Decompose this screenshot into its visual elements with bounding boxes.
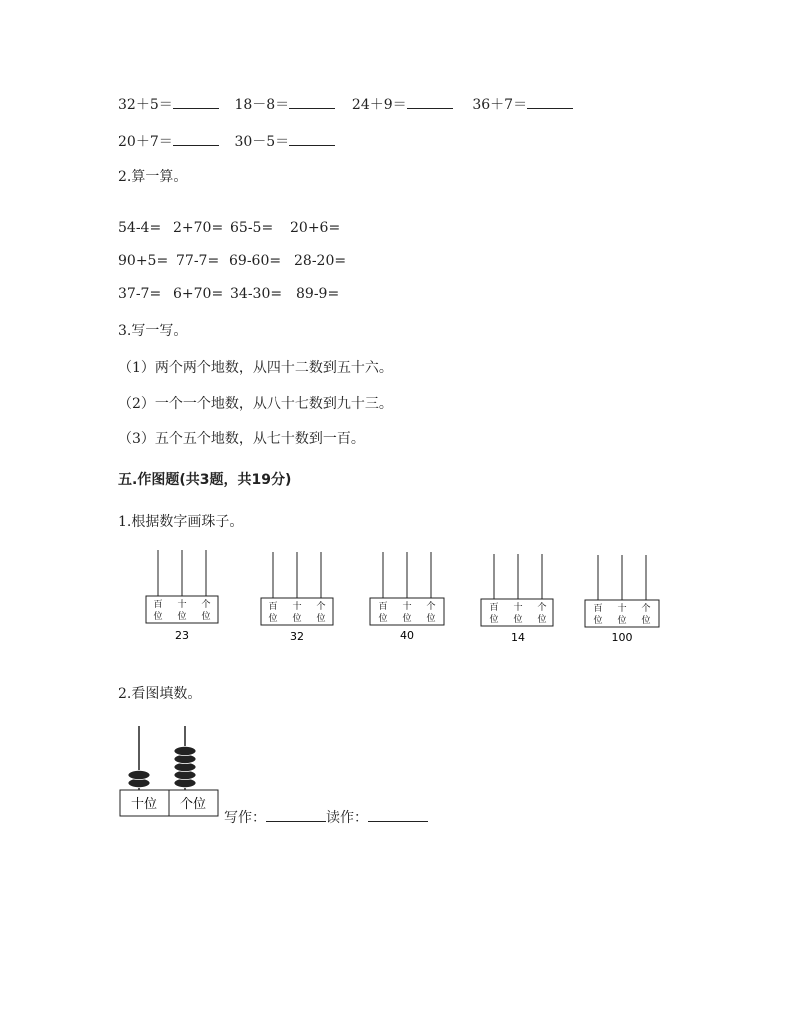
place-label: 位 [378,614,388,624]
calc-item: 2+70= [173,220,224,236]
place-label: 十 [513,603,523,613]
place-label: 位 [177,612,187,622]
calc-item: 37-7= [118,286,162,302]
tens-label: 十位 [130,797,158,812]
read-label: 读作： [326,810,368,826]
equation-text: 36＋7＝ [472,97,528,113]
place-label: 位 [426,614,436,624]
calc-item: 54-4= [118,220,162,236]
answer-blank[interactable] [407,108,453,109]
write-read-row [224,807,428,827]
place-label: 个 [426,602,436,612]
place-label: 位 [292,614,302,624]
question-2-title: 2.算一算。 [118,169,188,185]
ones-label: 个位 [179,797,207,812]
place-label: 位 [537,615,547,625]
place-label: 位 [513,615,523,625]
abacus-row [0,540,794,650]
place-label: 位 [593,616,603,626]
target-number: 100 [611,631,633,644]
write-item-1: （1）两个两个地数，从四十二数到五十六。 [118,360,393,376]
target-number: 23 [175,629,189,642]
write-answer-blank[interactable] [266,821,326,822]
place-label: 位 [617,616,627,626]
place-label: 个 [537,603,547,613]
calc-item: 69-60= [229,253,282,269]
counting-frame [118,722,222,820]
calc-row-2 [118,253,346,269]
abacus[interactable] [370,552,444,642]
place-label: 位 [316,614,326,624]
calc-item: 28-20= [294,253,347,269]
abacus[interactable] [585,555,659,644]
bead [174,746,196,755]
section-5-heading: 五.作图题(共3题，共19分) [118,472,292,488]
calc-item: 89-9= [296,286,340,302]
equation-text: 30－5＝ [234,134,290,150]
abacus[interactable] [481,554,553,644]
target-number: 40 [400,629,414,642]
bead [128,770,150,779]
equation [472,94,573,114]
place-label: 百 [593,604,603,614]
place-label: 位 [641,616,651,626]
place-label: 百 [378,602,388,612]
answer-blank[interactable] [173,145,219,146]
draw-question-2-title: 2.看图填数。 [118,686,202,702]
calc-item: 65-5= [230,220,274,236]
calc-item: 20+6= [290,220,341,236]
write-label: 写作： [224,810,266,826]
equation-text: 18－8＝ [234,97,290,113]
place-label: 十 [617,604,627,614]
ones-beads [174,746,196,787]
calc-row-1 [118,220,340,236]
place-label: 十 [402,602,412,612]
calc-item: 34-30= [230,286,283,302]
equation [234,94,347,114]
tens-beads [128,770,150,787]
read-answer-blank[interactable] [368,821,428,822]
answer-blank[interactable] [289,145,335,146]
place-label: 个 [316,602,326,612]
place-label: 十 [292,602,302,612]
equation [118,131,230,151]
equation [352,94,468,114]
calc-item: 90+5= [118,253,169,269]
place-label: 个 [201,600,211,610]
place-label: 百 [489,603,499,613]
place-label: 位 [489,615,499,625]
place-label: 位 [201,612,211,622]
answer-blank[interactable] [527,108,573,109]
answer-blank[interactable] [173,108,219,109]
place-label: 位 [268,614,278,624]
draw-question-1-title: 1.根据数字画珠子。 [118,514,244,530]
abacus[interactable] [146,550,218,642]
equation [118,94,230,114]
place-label: 位 [402,614,412,624]
equation-text: 32＋5＝ [118,97,173,113]
equation-row-1 [118,94,573,114]
question-3-title: 3.写一写。 [118,323,188,339]
place-label: 位 [153,612,163,622]
calc-item: 77-7= [176,253,220,269]
answer-blank[interactable] [289,108,335,109]
target-number: 14 [511,631,525,644]
write-item-3: （3）五个五个地数，从七十数到一百。 [118,431,365,447]
equation-text: 20＋7＝ [118,134,173,150]
equation-text: 24＋9＝ [351,97,407,113]
abacus[interactable] [261,552,333,643]
equation [234,131,335,151]
place-label: 十 [177,600,187,610]
place-label: 个 [641,604,651,614]
place-label: 百 [153,600,163,610]
write-item-2: （2）一个一个地数，从八十七数到九十三。 [118,396,393,412]
calc-item: 6+70= [173,286,224,302]
equation-row-2 [118,131,335,151]
target-number: 32 [290,630,304,643]
place-label: 百 [268,602,278,612]
calc-row-3 [118,286,339,302]
